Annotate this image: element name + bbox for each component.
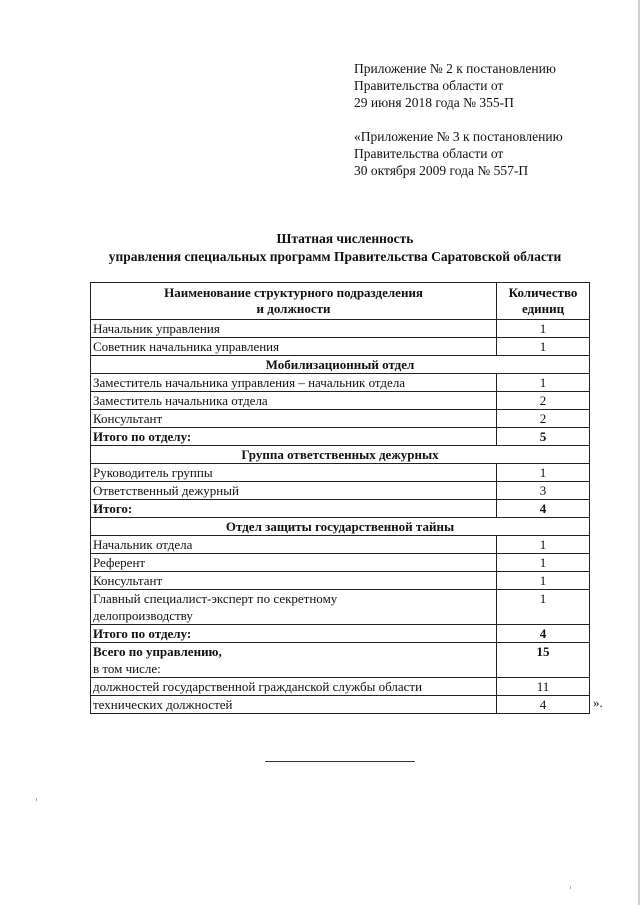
header-name-line2: и должности	[256, 301, 331, 316]
grand-total-label: Всего по управлению,	[93, 644, 222, 659]
table-row	[91, 464, 590, 482]
table-row	[91, 374, 590, 392]
row-qty: 1	[497, 464, 590, 482]
section-header-row	[91, 518, 590, 536]
section-header-row	[91, 356, 590, 374]
table-row	[91, 572, 590, 590]
appendix-original-line3: 30 октября 2009 года № 557-П	[354, 163, 529, 178]
row-name: Консультант	[91, 410, 497, 428]
table-row	[91, 696, 590, 714]
row-qty: 1	[497, 536, 590, 554]
title-line2: управления специальных программ Правительства Саратовской области	[108, 249, 562, 264]
section-header-row	[91, 446, 590, 464]
section-total-label: Итого по отделу:	[91, 625, 497, 643]
row-name: Заместитель начальника отдела	[91, 392, 497, 410]
scan-speck	[570, 886, 571, 889]
row-name: Начальник управления	[91, 320, 497, 338]
row-name: Заместитель начальника управления – начальник отдела	[91, 374, 497, 392]
table-row	[91, 392, 590, 410]
appendix-current-line1: Приложение № 2 к постановлению	[354, 61, 556, 76]
table-row	[91, 554, 590, 572]
scan-speck	[36, 798, 37, 801]
grand-total-row	[91, 643, 590, 678]
header-qty-cell	[497, 283, 590, 320]
row-qty: 4	[497, 696, 590, 714]
row-qty: 1	[497, 590, 590, 625]
appendix-current-line2: Правительства области от	[354, 78, 504, 93]
row-name: Руководитель группы	[91, 464, 497, 482]
table-row	[91, 482, 590, 500]
section-total-qty: 4	[497, 500, 590, 518]
table-row	[91, 678, 590, 696]
row-name: Ответственный дежурный	[91, 482, 497, 500]
row-name: Референт	[91, 554, 497, 572]
row-name: Главный специалист-эксперт по секретному делопроизводству	[91, 590, 497, 625]
document-title	[0, 230, 640, 266]
section-title: Группа ответственных дежурных	[91, 446, 590, 464]
section-total-label: Итого по отделу:	[91, 428, 497, 446]
section-title: Мобилизационный отдел	[91, 356, 590, 374]
row-qty: 11	[497, 678, 590, 696]
grand-total-sub: в том числе:	[93, 661, 161, 676]
appendix-original-line1: «Приложение № 3 к постановлению	[354, 129, 563, 144]
bottom-rule	[265, 761, 415, 762]
title-line1: Штатная численность	[276, 231, 414, 246]
header-name-line1: Наименование структурного подразделения	[164, 285, 423, 300]
row-qty: 1	[497, 554, 590, 572]
row-qty: 2	[497, 392, 590, 410]
row-qty: 1	[497, 338, 590, 356]
header-qty-line2: единиц	[521, 301, 565, 316]
appendix-original	[354, 128, 563, 179]
section-total-qty: 5	[497, 428, 590, 446]
row-name: Начальник отдела	[91, 536, 497, 554]
grand-total-qty: 15	[497, 643, 590, 678]
header-name-cell	[91, 283, 497, 320]
appendix-current-line3: 29 июня 2018 года № 355-П	[354, 95, 514, 110]
closing-quote: ».	[593, 695, 603, 710]
table-row	[91, 536, 590, 554]
table-row	[91, 338, 590, 356]
row-name: Советник начальника управления	[91, 338, 497, 356]
row-qty: 1	[497, 374, 590, 392]
section-total-row	[91, 625, 590, 643]
row-name: технических должностей	[91, 696, 497, 714]
table-header-row	[91, 283, 590, 320]
row-qty: 3	[497, 482, 590, 500]
table-row	[91, 410, 590, 428]
section-total-qty: 4	[497, 625, 590, 643]
section-title: Отдел защиты государственной тайны	[91, 518, 590, 536]
appendix-original-line2: Правительства области от	[354, 146, 504, 161]
section-total-label: Итого:	[91, 500, 497, 518]
row-qty: 2	[497, 410, 590, 428]
appendix-current	[354, 60, 556, 111]
row-qty: 1	[497, 572, 590, 590]
row-qty: 1	[497, 320, 590, 338]
section-total-row	[91, 500, 590, 518]
table-row	[91, 590, 590, 625]
row-name: Консультант	[91, 572, 497, 590]
grand-total-cell	[91, 643, 497, 678]
section-total-row	[91, 428, 590, 446]
header-qty-line1: Количество	[508, 285, 578, 300]
staff-table	[90, 282, 590, 714]
row-name: должностей государственной гражданской службы области	[91, 678, 497, 696]
table-row	[91, 320, 590, 338]
